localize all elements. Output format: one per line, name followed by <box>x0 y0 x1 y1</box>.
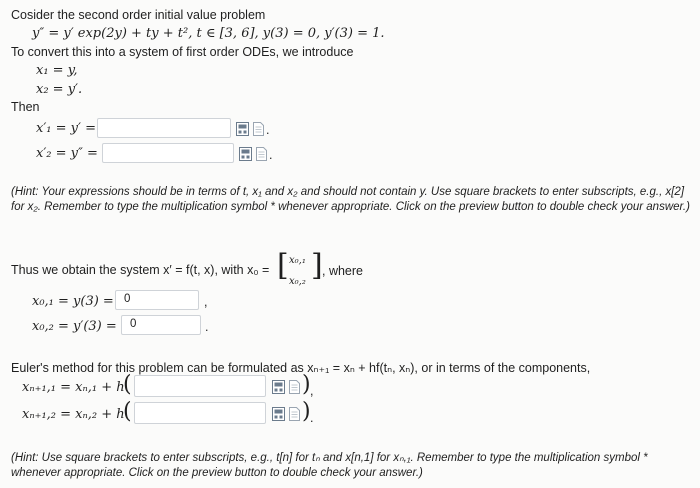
equation-editor-icon[interactable] <box>272 407 285 421</box>
def-x2: x₂ = y′. <box>36 82 83 97</box>
euler1-comma: , <box>310 384 314 398</box>
euler1-paren-right: ) <box>302 372 311 397</box>
def-x1: x₁ = y, <box>36 63 78 78</box>
ic2-label: x₀,₂ = y′(3) = <box>32 319 117 334</box>
x0-component-2: x₀,₂ <box>289 276 306 287</box>
preview-icon[interactable] <box>255 147 268 161</box>
eq2-answer-input[interactable] <box>102 143 234 163</box>
equation-editor-icon[interactable] <box>272 380 285 394</box>
equation-editor-icon[interactable] <box>239 147 252 161</box>
equation-editor-icon[interactable] <box>236 122 249 136</box>
eq2-period: . <box>269 148 273 162</box>
euler2-period: . <box>310 411 314 425</box>
system-text: Thus we obtain the system x′ = f(t, x), with x₀ = <box>11 263 270 277</box>
euler2-paren-right: ) <box>302 399 311 424</box>
euler2-label: xₙ₊₁,₂ = xₙ,₂ + h <box>22 407 125 422</box>
x0-component-1: x₀,₁ <box>289 255 306 266</box>
eq1-answer-input[interactable] <box>97 118 231 138</box>
eq2-label: x′₂ = y″ = <box>36 146 98 161</box>
preview-icon[interactable] <box>288 407 301 421</box>
where-text: , where <box>322 264 363 278</box>
x0-bracket-left: [ <box>277 248 289 283</box>
euler1-paren-left: ( <box>123 372 132 397</box>
convert-text: To convert this into a system of first order ODEs, we introduce <box>11 45 354 59</box>
euler1-answer-input[interactable] <box>134 375 266 397</box>
ic2-answer-input[interactable]: 0 <box>121 315 201 335</box>
eq1-period: . <box>266 123 270 137</box>
preview-icon[interactable] <box>252 122 265 136</box>
euler2-answer-input[interactable] <box>134 402 266 424</box>
preview-icon[interactable] <box>288 380 301 394</box>
ode-equation: y″ = y′ exp(2y) + ty + t², t ∈ [3, 6], y(3) = 0, y′(3) = 1. <box>32 26 385 41</box>
hint-subscripts: (Hint: Use square brackets to enter subscripts, e.g., t[n] for tₙ and x[n,1] for xₙ,₁. Remember to type the multiplication symbol * whenever appropriate. Click on the preview button to double check your answer.) <box>11 452 648 479</box>
euler-text: Euler's method for this problem can be formulated as xₙ₊₁ = xₙ + hf(tₙ, xₙ), or in terms of the components, <box>11 361 591 375</box>
euler2-paren-left: ( <box>123 399 132 424</box>
eq1-label: x′₁ = y′ = <box>36 121 96 136</box>
hint-expressions: (Hint: Your expressions should be in terms of t, x₁ and x₂ and should not contain y. Use square brackets to enter subscripts, e.g., x[2] for x₂. Remember to type the multiplication symbol * whenever appropriate. Click on the preview button to double check your answer.) <box>11 186 690 213</box>
then-text: Then <box>11 100 40 114</box>
ic1-label: x₀,₁ = y(3) = <box>32 294 114 309</box>
ic2-period: . <box>205 320 209 334</box>
intro-text: Cosider the second order initial value problem <box>11 8 266 22</box>
euler1-label: xₙ₊₁,₁ = xₙ,₁ + h <box>22 380 125 395</box>
x0-bracket-right: ] <box>311 248 323 283</box>
ic1-answer-input[interactable]: 0 <box>115 290 199 310</box>
ic1-comma: , <box>204 295 208 309</box>
